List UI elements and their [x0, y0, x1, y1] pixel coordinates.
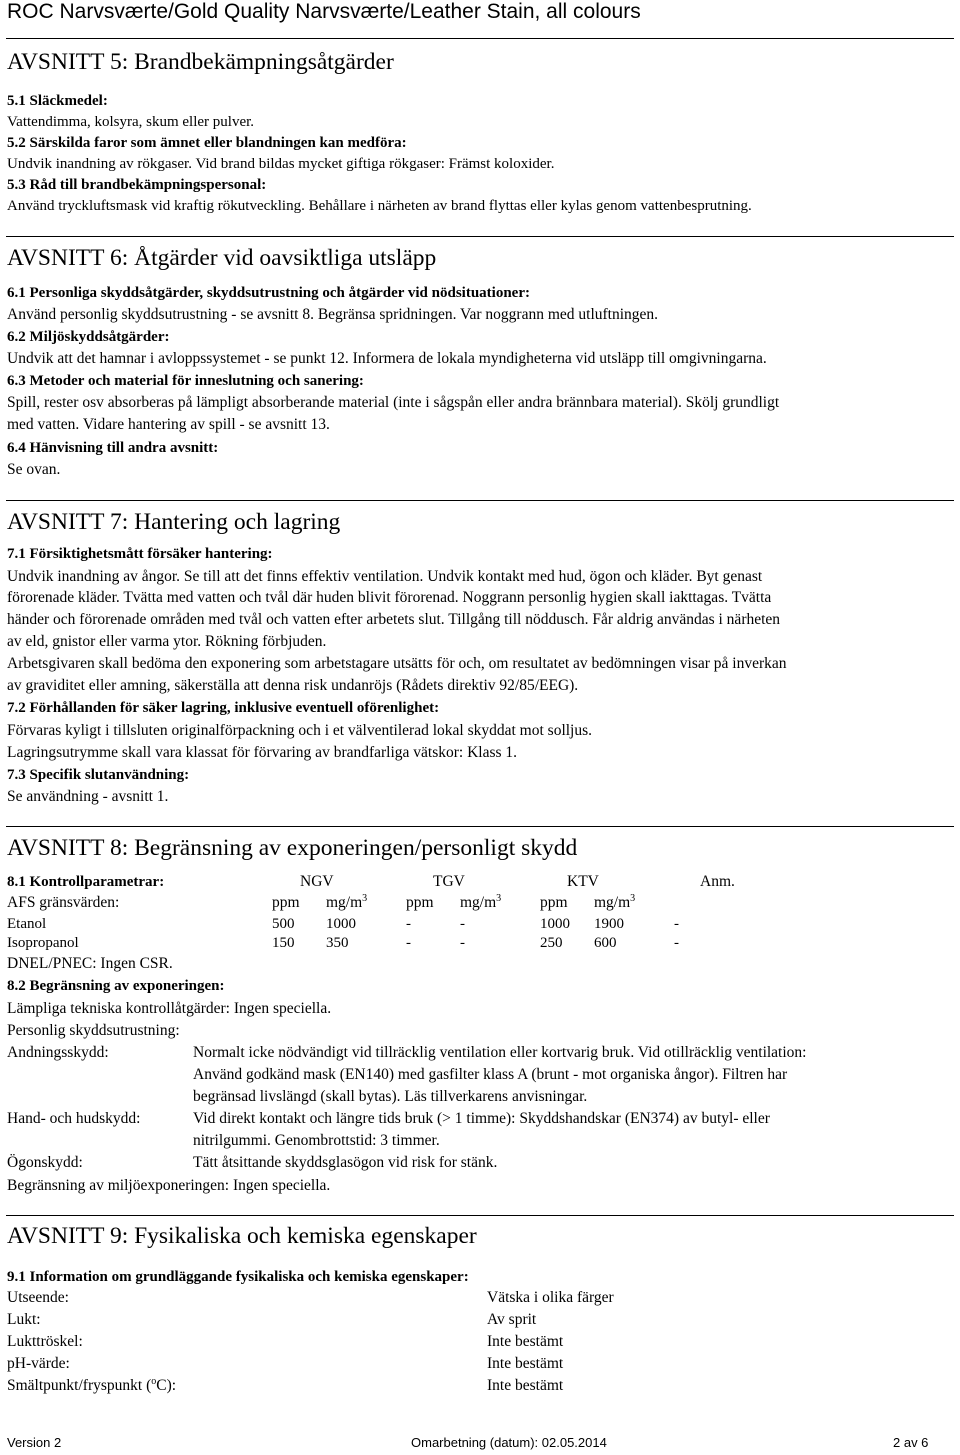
footer-revision: Omarbetning (datum): 02.05.2014	[411, 1435, 607, 1450]
resp-text-line3: begränsad livslängd (skall bytas). Läs tillverkarens anvisningar.	[193, 1088, 588, 1105]
s8-1-heading: 8.1 Kontrollparametrar:	[7, 874, 165, 890]
table-cell: 1000	[326, 916, 356, 932]
section-8-heading: AVSNITT 8: Begränsning av exponeringen/personligt skydd	[7, 835, 578, 861]
section-5-heading: AVSNITT 5: Brandbekämpningsåtgärder	[7, 49, 394, 75]
table-cell: -	[406, 935, 411, 951]
s7-1-text-line6: av graviditet eller amning, säkerställa att denna risk undanröjs (Rådets direktiv 92/85/EEG).	[7, 677, 579, 694]
s7-2-text-line1: Förvaras kyligt i tillsluten originalförpackning och i et välventilerad lokal skyddat mot solljus.	[7, 722, 593, 739]
document-title: ROC Narvsværte/Gold Quality Narvsværte/Leather Stain, all colours	[7, 0, 641, 23]
s5-1-heading: 5.1 Släckmedel:	[7, 93, 108, 109]
eye-text: Tätt åtsittande skyddsglasögon vid risk for stänk.	[193, 1154, 498, 1171]
s6-4-heading: 6.4 Hänvisning till andra avsnitt:	[7, 440, 219, 456]
unit-ppm: ppm	[272, 894, 300, 911]
s7-1-text-line4: av eld, gnistor eller varma ytor. Rökning förbjuden.	[7, 633, 327, 650]
afs-label: AFS gränsvärden:	[7, 894, 120, 911]
section-7-heading: AVSNITT 7: Hantering och lagring	[7, 509, 341, 535]
resp-text-line2: Använd godkänd mask (EN140) med gasfilter klass A (brunt - mot organiska ångor). Filtren har	[193, 1066, 788, 1083]
table-cell: 1900	[594, 916, 624, 932]
prop-label: Utseende:	[7, 1289, 69, 1306]
prop-label: Smältpunkt/fryspunkt ($^o$C):	[7, 1375, 177, 1394]
s6-4-text: Se ovan.	[7, 461, 61, 478]
prop-value: Av sprit	[487, 1311, 537, 1328]
s6-3-text-line1: Spill, rester osv absorberas på lämpligt absorberande material (inte i sågspån eller andra brännbara material). Skölj grundligt	[7, 394, 780, 411]
resp-text-line1: Normalt icke nödvändigt vid tillräcklig ventilation eller kortvarig bruk. Vid otillräcklig ventilation:	[193, 1044, 807, 1061]
hand-label: Hand- och hudskydd:	[7, 1110, 141, 1127]
prop-value: Inte bestämt	[487, 1333, 564, 1350]
s7-1-text-line3: händer och förorenade områden med tvål och vatten efter arbetets slut. Tillgång till nöddusch. Får aldrig användas i närheten	[7, 611, 781, 628]
section-6-heading: AVSNITT 6: Åtgärder vid oavsiktliga utsläpp	[7, 245, 437, 271]
row-name: Isopropanol	[7, 935, 79, 951]
unit-mg: $mg/m^3$	[326, 892, 368, 911]
prop-value: Inte bestämt	[487, 1355, 564, 1372]
s5-3-text: Använd tryckluftsmask vid kraftig rökutveckling. Behållare i närheten av brand flyttas eller kylas genom vattenbesprutning.	[7, 198, 752, 214]
s9-1-heading: 9.1 Information om grundläggande fysikaliska och kemiska egenskaper:	[7, 1269, 469, 1285]
footer-version: Version 2	[7, 1435, 62, 1450]
s7-1-heading: 7.1 Försiktighetsmått försäker hantering:	[7, 546, 273, 562]
s7-2-heading: 7.2 Förhållanden för säker lagring, inklusive eventuell oförenlighet:	[7, 700, 440, 716]
ppe-label: Personlig skyddsutrustning:	[7, 1022, 180, 1039]
prop-value: Inte bestämt	[487, 1377, 564, 1394]
table-cell: -	[674, 935, 679, 951]
prop-label: Lukt:	[7, 1311, 41, 1328]
table-cell: 350	[326, 935, 349, 951]
unit-mg: $mg/m^3$	[594, 892, 636, 911]
tech-controls: Lämpliga tekniska kontrollåtgärder: Ingen speciella.	[7, 1000, 332, 1017]
prop-label: Lukttröskel:	[7, 1333, 83, 1350]
col-ktv: KTV	[567, 873, 599, 890]
table-cell: 500	[272, 916, 295, 932]
table-cell: 600	[594, 935, 617, 951]
s6-2-heading: 6.2 Miljöskyddsåtgärder:	[7, 329, 170, 345]
s6-3-heading: 6.3 Metoder och material för inneslutning och sanering:	[7, 373, 364, 389]
hand-text-line1: Vid direkt kontakt och längre tids bruk (> 1 timme): Skyddshandskar (EN374) av butyl- eller	[193, 1110, 770, 1127]
unit-ppm: ppm	[406, 894, 434, 911]
s5-2-text: Undvik inandning av rökgaser. Vid brand bildas mycket giftiga rökgaser: Främst koloxider.	[7, 156, 555, 172]
eye-label: Ögonskydd:	[7, 1154, 83, 1171]
table-cell: -	[460, 935, 465, 951]
table-cell: -	[406, 916, 411, 932]
resp-label: Andningsskydd:	[7, 1044, 109, 1061]
section-divider	[6, 38, 954, 39]
s6-1-text: Använd personlig skyddsutrustning - se avsnitt 8. Begränsa spridningen. Var noggrann med utluftningen.	[7, 306, 659, 323]
col-tgv: TGV	[433, 873, 465, 890]
section-divider	[6, 236, 954, 237]
footer-page: 2 av 6	[893, 1435, 929, 1450]
s5-3-heading: 5.3 Råd till brandbekämpningspersonal:	[7, 177, 267, 193]
s7-1-text-line2: förorenade kläder. Tvätta med vatten och tvål där huden blivit förorenad. Noggrann personlig hygien skall iakttagas. Tvätta	[7, 589, 772, 606]
section-9-heading: AVSNITT 9: Fysikaliska och kemiska egenskaper	[7, 1223, 477, 1249]
hand-text-line2: nitrilgummi. Genombrottstid: 3 timmer.	[193, 1132, 440, 1149]
s5-2-heading: 5.2 Särskilda faror som ämnet eller blandningen kan medföra:	[7, 135, 407, 151]
unit-mg: $mg/m^3$	[460, 892, 502, 911]
table-cell: 150	[272, 935, 295, 951]
section-divider	[6, 500, 954, 501]
row-name: Etanol	[7, 916, 47, 932]
section-divider	[6, 826, 954, 827]
table-cell: 250	[540, 935, 563, 951]
s7-2-text-line2: Lagringsutrymme skall vara klassat för förvaring av brandfarliga vätskor: Klass 1.	[7, 744, 518, 761]
col-anm: Anm.	[700, 873, 735, 890]
s7-3-heading: 7.3 Specifik slutanvändning:	[7, 767, 190, 783]
dnel-text: DNEL/PNEC: Ingen CSR.	[7, 955, 173, 972]
table-cell: -	[460, 916, 465, 932]
table-cell: 1000	[540, 916, 570, 932]
env-exposure: Begränsning av miljöexponeringen: Ingen speciella.	[7, 1177, 331, 1194]
s6-2-text: Undvik att det hamnar i avloppssystemet - se punkt 12. Informera de lokala myndigheterna vid utsläpp till omgivningarna.	[7, 350, 767, 367]
s7-3-text: Se användning - avsnitt 1.	[7, 788, 169, 805]
s6-3-text-line2: med vatten. Vidare hantering av spill - se avsnitt 13.	[7, 416, 330, 433]
table-cell: -	[674, 916, 679, 932]
unit-ppm: ppm	[540, 894, 568, 911]
s5-1-text: Vattendimma, kolsyra, skum eller pulver.	[7, 114, 255, 130]
col-ngv: NGV	[300, 873, 334, 890]
s7-1-text-line5: Arbetsgivaren skall bedöma den exponering som arbetstagare utsätts för och, om resultatet av bedömningen visar på inverkan	[7, 655, 787, 672]
section-divider	[6, 1215, 954, 1216]
s6-1-heading: 6.1 Personliga skyddsåtgärder, skyddsutrustning och åtgärder vid nödsituationer:	[7, 285, 530, 301]
prop-value: Vätska i olika färger	[487, 1289, 614, 1306]
s8-2-heading: 8.2 Begränsning av exponeringen:	[7, 978, 225, 994]
s7-1-text-line1: Undvik inandning av ångor. Se till att det finns effektiv ventilation. Undvik kontakt med hud, ögon och kläder. Byt genast	[7, 568, 763, 585]
prop-label: pH-värde:	[7, 1355, 70, 1372]
